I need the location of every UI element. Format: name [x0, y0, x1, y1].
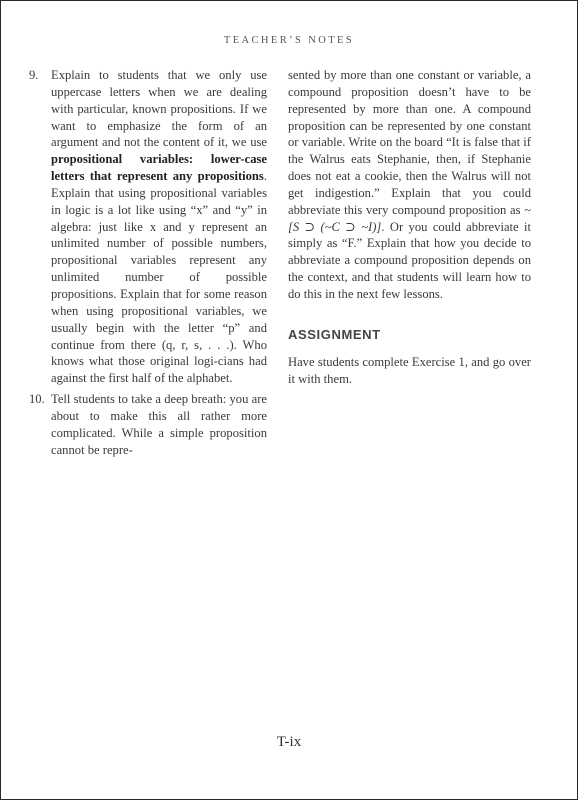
item-10-paragraph: Tell students to take a deep breath: you are about to make this all rather more complicated. While a simple proposition cannot be repre- [51, 392, 267, 457]
running-header: TEACHER’S NOTES [223, 35, 355, 46]
right-column [288, 67, 531, 387]
item-number: 9. [29, 68, 39, 82]
numbered-item-10 [29, 391, 267, 458]
item-number: 10. [29, 392, 45, 407]
assignment-heading: ASSIGNMENT [288, 326, 381, 342]
page-number: T-ix [276, 734, 302, 750]
assignment-text: Have students complete Exercise 1, and go over it with them. [288, 354, 531, 386]
item-10-continuation-paragraph [288, 67, 531, 303]
left-column [29, 67, 267, 462]
item-9-text-1: Explain to students that we only use uppercase letters when we are dealing with particular, known propositions. If we want to emphasize the form of an argument and not the content of it, we use [51, 68, 267, 150]
item-9-bold-definition: propositional variables: lower-case letters that represent any propositions [51, 152, 267, 184]
item-9-paragraph [51, 67, 267, 387]
item-9-text-2: . Explain that using propositional variables in logic is a lot like using “x” and “y” in algebra: just like x and y represent an unlimited number of possible numbers, propositional variables represent any unlimited number of possible propositions. Explain that for some reason when using propositional variables, we usually begin with the letter “p” and continue from there (q, r, s, . . .). Who knows what those original logi-cians had against the first half of the alphabet. [51, 169, 267, 386]
item-10-continuation [288, 67, 531, 303]
logic-formula: ~[S ⊃ (~C ⊃ ~I)] [288, 202, 531, 234]
assignment-section [288, 354, 531, 388]
continuation-text-2: . Or you could abbreviate it simply as “F.” Explain that how you decide to abbreviate a compound proposition depends on the context, and that students will learn how to do this in the next few lessons. [288, 219, 531, 301]
numbered-item-9 [29, 67, 267, 387]
continuation-text-1: sented by more than one constant or variable, a compound proposition doesn’t have to be represented by more than one. A compound proposition can be represented by one constant or variable. Write on the board “It is false that if the Walrus eats Stephanie, then, if Stephanie does not eat a cookie, then the Walrus will not get indigestion.” Explain that you could abbreviate this very compound proposition as [288, 68, 531, 217]
